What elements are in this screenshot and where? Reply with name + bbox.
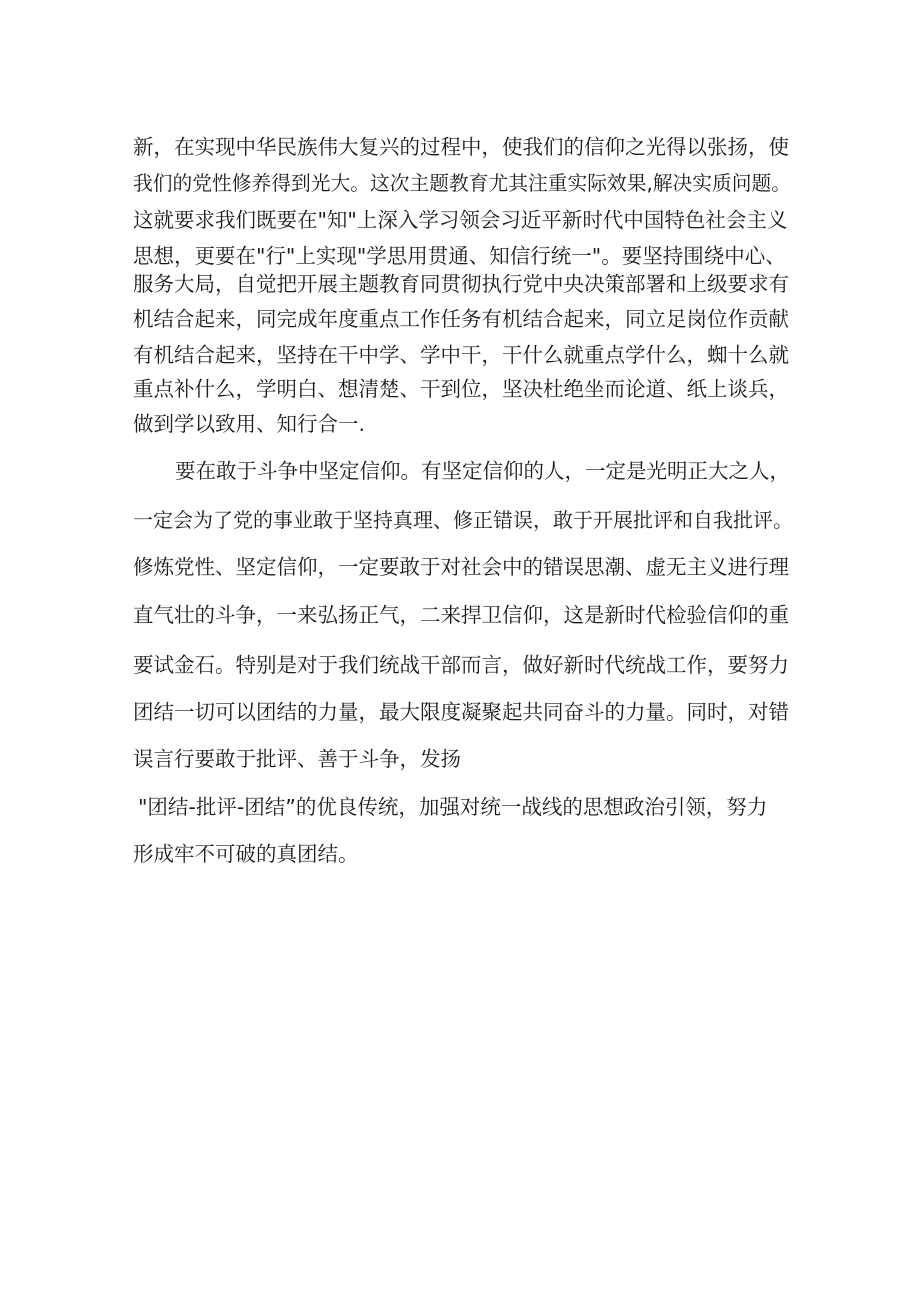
paragraph-1-line-4: 思想，更要在"行"上实现"学思用贯通、知信行统一"。要坚持围绕中心、 [133,244,786,268]
paragraph-1-line-5: 服务大局，自觉把开展主题教育同贯彻执行党中央决策部署和上级要求有 [133,272,789,296]
paragraph-2-line-1: 要在敢于斗争中坚定信仰。有坚定信仰的人，一定是光明正大之人， [175,459,790,483]
paragraph-1-line-1: 新，在实现中华民族伟大复兴的过程中，使我们的信仰之光得以张扬，使 [133,135,789,159]
paragraph-1-line-6: 机结合起来，同完成年度重点工作任务有机结合起来，同立足岗位作贡献 [133,307,789,331]
paragraph-1-line-3: 这就要求我们既要在"知"上深入学习领会习近平新时代中国特色社会主义 [133,208,788,232]
paragraph-2-line-4: 直气壮的斗争，一来弘扬正气，二来捍卫信仰，这是新时代检验信仰的重 [133,603,789,627]
paragraph-2-line-3: 修炼党性、坚定信仰，一定要敢于对社会中的错误思潮、虚无主义进行理 [133,555,789,579]
paragraph-2-line-9: 形成牢不可破的真团结。 [133,842,359,866]
paragraph-2-line-8: "团结-批评-团结”的优良传统，加强对统一战线的思想政治引领，努力 [138,795,768,819]
paragraph-1-line-8: 重点补什么，学明白、想清楚、干到位，坚决杜绝坐而论道、纸上谈兵， [133,377,789,401]
paragraph-2-line-7: 误言行要敢于批评、善于斗争，发扬 [133,747,461,771]
paragraph-2-line-5: 要试金石。特别是对于我们统战干部而言，做好新时代统战工作，要努力 [133,653,789,677]
paragraph-1-line-2: 我们的党性修养得到光大。这次主题教育尤其注重实际效果,解决实质问题。 [133,172,792,195]
paragraph-1-line-9: 做到学以致用、知行合一. [133,412,366,436]
paragraph-2-line-6: 团结一切可以团结的力量，最大限度凝聚起共同奋斗的力量。同时，对错 [133,700,789,724]
paragraph-1-line-7: 有机结合起来，坚持在干中学、学中干，干什么就重点学什么，蜘十么就 [133,343,789,367]
paragraph-2-line-2: 一定会为了党的事业敢于坚持真理、修正错误，敢于开展批评和自我批评。 [133,508,793,532]
